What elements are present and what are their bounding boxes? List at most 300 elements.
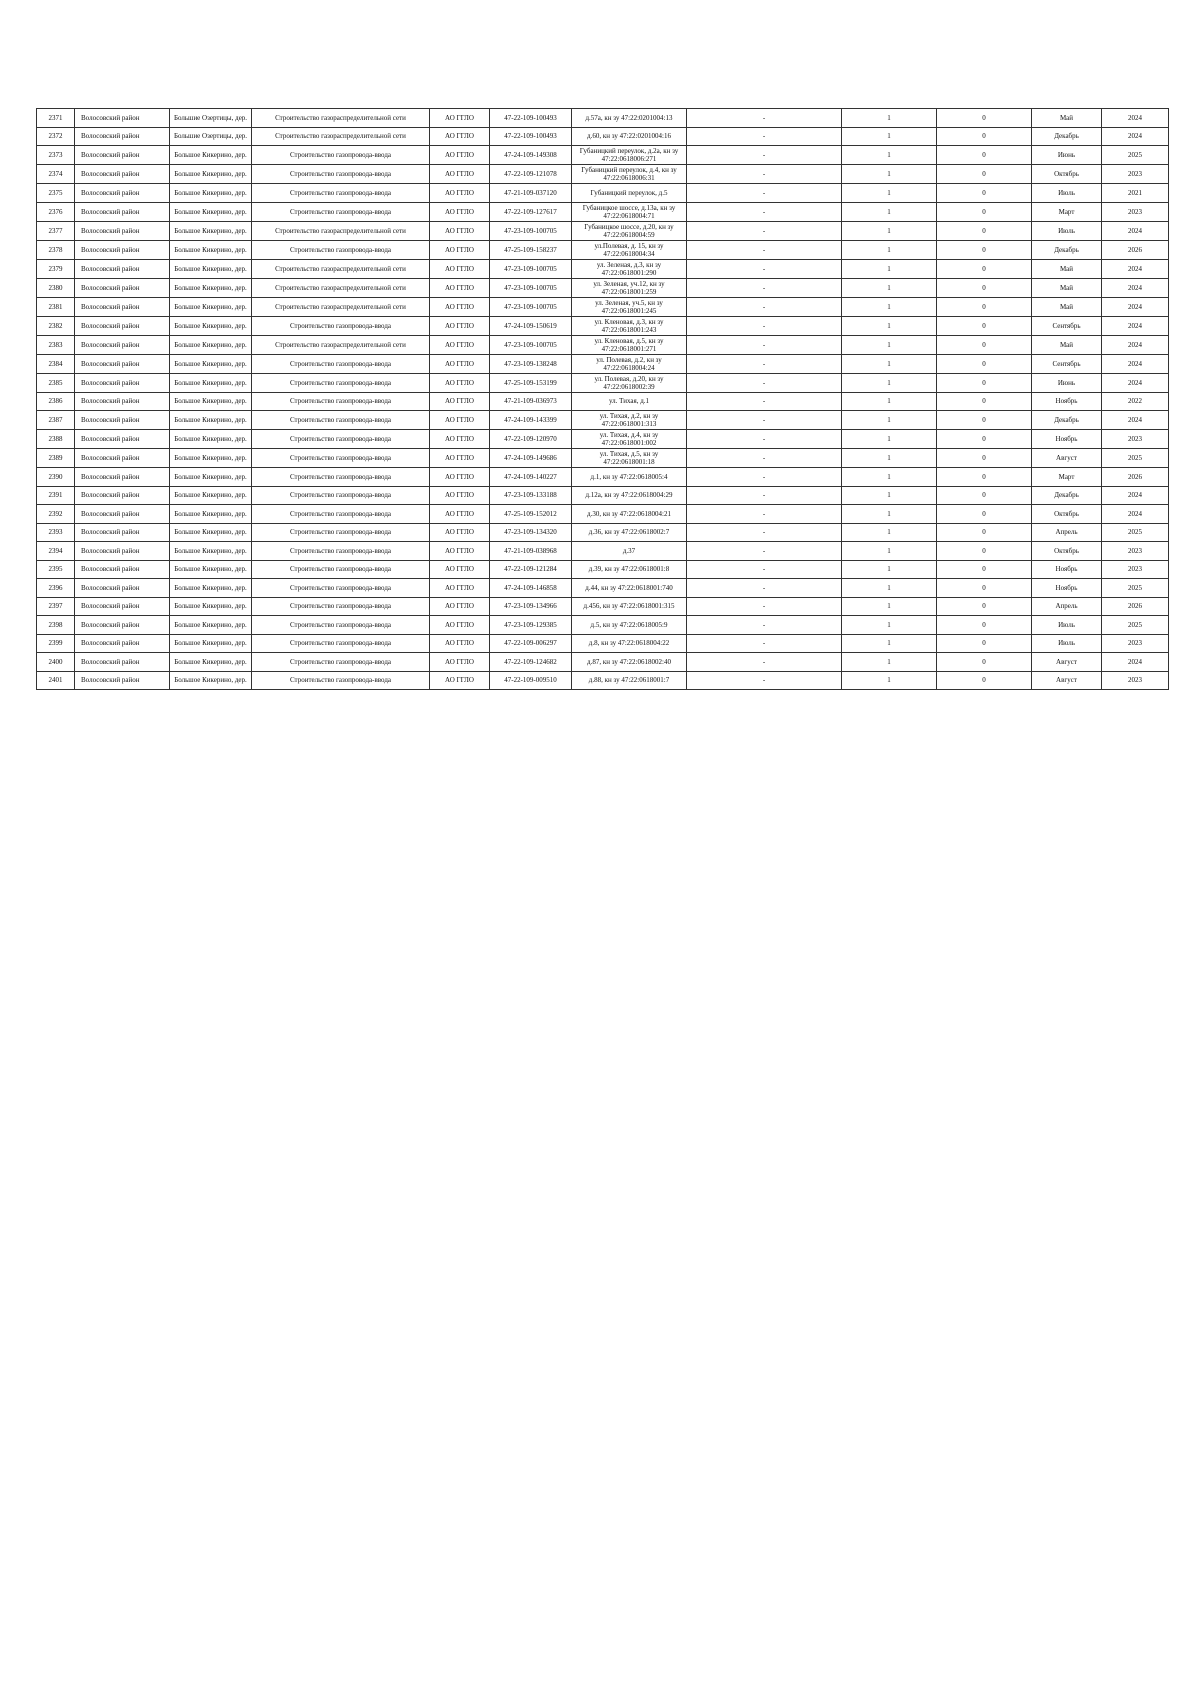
organization-cell: АО ГГЛО <box>430 597 490 616</box>
contract-number-cell: 47-24-109-149308 <box>490 146 572 165</box>
work-type-cell: Строительство газопровода-ввода <box>252 486 430 505</box>
settlement-cell: Большое Кикерино, дер. <box>170 146 252 165</box>
address-cadastral-cell: д.12а, кн зу 47:22:0618004:29 <box>572 486 687 505</box>
organization-cell: АО ГГЛО <box>430 354 490 373</box>
organization-cell: АО ГГЛО <box>430 392 490 411</box>
table-row <box>37 335 1169 354</box>
address-cell: - <box>687 127 842 146</box>
address-cadastral-cell: д.37 <box>572 542 687 561</box>
contract-number-cell: 47-22-109-121284 <box>490 560 572 579</box>
month-cell: Ноябрь <box>1032 560 1102 579</box>
year-cell: 2025 <box>1102 616 1169 635</box>
address-cadastral-cell: ул. Тихая, д.1 <box>572 392 687 411</box>
district-cell: Волосовский район <box>75 221 170 240</box>
settlement-cell: Большое Кикерино, дер. <box>170 184 252 203</box>
work-type-cell: Строительство газопровода-ввода <box>252 411 430 430</box>
district-cell: Волосовский район <box>75 449 170 468</box>
address-cadastral-cell: д.5, кн зу 47:22:0618005:9 <box>572 616 687 635</box>
address-cadastral-cell: д.57а, кн зу 47:22:0201004:13 <box>572 109 687 128</box>
table-row <box>37 221 1169 240</box>
month-cell: Июль <box>1032 616 1102 635</box>
district-cell: Волосовский район <box>75 335 170 354</box>
address-cell: - <box>687 240 842 259</box>
row-number: 2380 <box>37 278 75 297</box>
count-b-cell: 0 <box>937 184 1032 203</box>
year-cell: 2022 <box>1102 392 1169 411</box>
table-row <box>37 579 1169 598</box>
table-row <box>37 202 1169 221</box>
contract-number-cell: 47-25-109-158237 <box>490 240 572 259</box>
contract-number-cell: 47-23-109-100705 <box>490 335 572 354</box>
count-b-cell: 0 <box>937 486 1032 505</box>
settlement-cell: Большое Кикерино, дер. <box>170 597 252 616</box>
contract-number-cell: 47-24-109-143399 <box>490 411 572 430</box>
row-number: 2389 <box>37 449 75 468</box>
settlement-cell: Большие Озертицы, дер. <box>170 109 252 128</box>
organization-cell: АО ГГЛО <box>430 202 490 221</box>
count-a-cell: 1 <box>842 392 937 411</box>
work-type-cell: Строительство газопровода-ввода <box>252 597 430 616</box>
district-cell: Волосовский район <box>75 392 170 411</box>
work-type-cell: Строительство газопровода-ввода <box>252 579 430 598</box>
address-cell: - <box>687 259 842 278</box>
row-number: 2377 <box>37 221 75 240</box>
district-cell: Волосовский район <box>75 560 170 579</box>
count-b-cell: 0 <box>937 523 1032 542</box>
settlement-cell: Большое Кикерино, дер. <box>170 165 252 184</box>
address-cell: - <box>687 354 842 373</box>
row-number: 2391 <box>37 486 75 505</box>
year-cell: 2026 <box>1102 597 1169 616</box>
settlement-cell: Большое Кикерино, дер. <box>170 505 252 524</box>
district-cell: Волосовский район <box>75 202 170 221</box>
district-cell: Волосовский район <box>75 184 170 203</box>
year-cell: 2024 <box>1102 653 1169 672</box>
address-cell: - <box>687 316 842 335</box>
row-number: 2385 <box>37 373 75 392</box>
settlement-cell: Большое Кикерино, дер. <box>170 240 252 259</box>
table-row <box>37 146 1169 165</box>
organization-cell: АО ГГЛО <box>430 542 490 561</box>
organization-cell: АО ГГЛО <box>430 146 490 165</box>
address-cell: - <box>687 335 842 354</box>
count-b-cell: 0 <box>937 579 1032 598</box>
row-number: 2393 <box>37 523 75 542</box>
table-row <box>37 373 1169 392</box>
address-cadastral-cell: ул.Полевая, д. 15, кн зу 47:22:0618004:34 <box>572 240 687 259</box>
district-cell: Волосовский район <box>75 505 170 524</box>
count-a-cell: 1 <box>842 430 937 449</box>
settlement-cell: Большое Кикерино, дер. <box>170 259 252 278</box>
contract-number-cell: 47-22-109-127617 <box>490 202 572 221</box>
month-cell: Декабрь <box>1032 486 1102 505</box>
count-a-cell: 1 <box>842 671 937 690</box>
organization-cell: АО ГГЛО <box>430 411 490 430</box>
district-cell: Волосовский район <box>75 411 170 430</box>
count-b-cell: 0 <box>937 653 1032 672</box>
year-cell: 2024 <box>1102 127 1169 146</box>
table-row <box>37 653 1169 672</box>
work-type-cell: Строительство газораспределительной сети <box>252 297 430 316</box>
district-cell: Волосовский район <box>75 165 170 184</box>
contract-number-cell: 47-24-109-140227 <box>490 468 572 487</box>
work-type-cell: Строительство газопровода-ввода <box>252 240 430 259</box>
count-a-cell: 1 <box>842 146 937 165</box>
work-type-cell: Строительство газораспределительной сети <box>252 221 430 240</box>
table-row <box>37 671 1169 690</box>
count-a-cell: 1 <box>842 202 937 221</box>
district-cell: Волосовский район <box>75 278 170 297</box>
address-cell: - <box>687 542 842 561</box>
row-number: 2390 <box>37 468 75 487</box>
organization-cell: АО ГГЛО <box>430 335 490 354</box>
organization-cell: АО ГГЛО <box>430 634 490 653</box>
contract-number-cell: 47-23-109-100705 <box>490 259 572 278</box>
work-type-cell: Строительство газораспределительной сети <box>252 259 430 278</box>
month-cell: Октябрь <box>1032 165 1102 184</box>
settlement-cell: Большое Кикерино, дер. <box>170 653 252 672</box>
count-a-cell: 1 <box>842 184 937 203</box>
year-cell: 2023 <box>1102 202 1169 221</box>
settlement-cell: Большое Кикерино, дер. <box>170 354 252 373</box>
count-a-cell: 1 <box>842 523 937 542</box>
work-type-cell: Строительство газораспределительной сети <box>252 109 430 128</box>
organization-cell: АО ГГЛО <box>430 505 490 524</box>
row-number: 2373 <box>37 146 75 165</box>
count-b-cell: 0 <box>937 202 1032 221</box>
work-type-cell: Строительство газопровода-ввода <box>252 671 430 690</box>
contract-number-cell: 47-21-109-036973 <box>490 392 572 411</box>
count-b-cell: 0 <box>937 316 1032 335</box>
work-type-cell: Строительство газопровода-ввода <box>252 468 430 487</box>
district-cell: Волосовский район <box>75 354 170 373</box>
organization-cell: АО ГГЛО <box>430 671 490 690</box>
district-cell: Волосовский район <box>75 297 170 316</box>
district-cell: Волосовский район <box>75 468 170 487</box>
month-cell: Июнь <box>1032 373 1102 392</box>
count-b-cell: 0 <box>937 671 1032 690</box>
month-cell: Октябрь <box>1032 542 1102 561</box>
work-type-cell: Строительство газопровода-ввода <box>252 184 430 203</box>
work-type-cell: Строительство газораспределительной сети <box>252 127 430 146</box>
address-cadastral-cell: д.456, кн зу 47:22:0618001:315 <box>572 597 687 616</box>
address-cadastral-cell: Губаницкое шоссе, д.13а, кн зу 47:22:0618004:71 <box>572 202 687 221</box>
address-cadastral-cell: д.30, кн зу 47:22:0618004:21 <box>572 505 687 524</box>
count-b-cell: 0 <box>937 259 1032 278</box>
table-row <box>37 430 1169 449</box>
organization-cell: АО ГГЛО <box>430 468 490 487</box>
contract-number-cell: 47-24-109-149686 <box>490 449 572 468</box>
year-cell: 2025 <box>1102 523 1169 542</box>
settlement-cell: Большое Кикерино, дер. <box>170 221 252 240</box>
month-cell: Сентябрь <box>1032 316 1102 335</box>
table-row <box>37 505 1169 524</box>
row-number: 2381 <box>37 297 75 316</box>
row-number: 2376 <box>37 202 75 221</box>
table-row <box>37 240 1169 259</box>
table-row <box>37 297 1169 316</box>
address-cell: - <box>687 373 842 392</box>
year-cell: 2024 <box>1102 354 1169 373</box>
settlement-cell: Большие Озертицы, дер. <box>170 127 252 146</box>
contract-number-cell: 47-22-109-121078 <box>490 165 572 184</box>
address-cadastral-cell: ул. Зеленая, уч.12, кн зу 47:22:0618001:259 <box>572 278 687 297</box>
address-cadastral-cell: Губаницкий переулок, д.2а, кн зу 47:22:0618006:271 <box>572 146 687 165</box>
work-type-cell: Строительство газопровода-ввода <box>252 523 430 542</box>
district-cell: Волосовский район <box>75 523 170 542</box>
settlement-cell: Большое Кикерино, дер. <box>170 560 252 579</box>
row-number: 2399 <box>37 634 75 653</box>
month-cell: Март <box>1032 468 1102 487</box>
contract-number-cell: 47-23-109-138248 <box>490 354 572 373</box>
work-type-cell: Строительство газопровода-ввода <box>252 202 430 221</box>
contract-number-cell: 47-23-109-100705 <box>490 221 572 240</box>
year-cell: 2024 <box>1102 297 1169 316</box>
month-cell: Июль <box>1032 634 1102 653</box>
month-cell: Июль <box>1032 221 1102 240</box>
month-cell: Август <box>1032 671 1102 690</box>
count-b-cell: 0 <box>937 430 1032 449</box>
organization-cell: АО ГГЛО <box>430 616 490 635</box>
count-b-cell: 0 <box>937 146 1032 165</box>
contract-number-cell: 47-23-109-134320 <box>490 523 572 542</box>
month-cell: Август <box>1032 653 1102 672</box>
month-cell: Ноябрь <box>1032 430 1102 449</box>
work-type-cell: Строительство газопровода-ввода <box>252 430 430 449</box>
address-cell: - <box>687 202 842 221</box>
count-a-cell: 1 <box>842 278 937 297</box>
row-number: 2394 <box>37 542 75 561</box>
data-table <box>36 108 1169 690</box>
row-number: 2388 <box>37 430 75 449</box>
count-a-cell: 1 <box>842 616 937 635</box>
gasification-table <box>36 108 1168 690</box>
address-cell: - <box>687 146 842 165</box>
row-number: 2400 <box>37 653 75 672</box>
month-cell: Май <box>1032 335 1102 354</box>
address-cadastral-cell: ул. Кленовая, д.5, кн зу 47:22:0618001:271 <box>572 335 687 354</box>
year-cell: 2024 <box>1102 221 1169 240</box>
contract-number-cell: 47-23-109-133188 <box>490 486 572 505</box>
work-type-cell: Строительство газопровода-ввода <box>252 146 430 165</box>
work-type-cell: Строительство газораспределительной сети <box>252 335 430 354</box>
address-cadastral-cell: ул. Тихая, д.5, кн зу 47:22:0618001:18 <box>572 449 687 468</box>
address-cadastral-cell: ул. Тихая, д.4, кн зу 47:22:0618001:002 <box>572 430 687 449</box>
month-cell: Ноябрь <box>1032 392 1102 411</box>
settlement-cell: Большое Кикерино, дер. <box>170 468 252 487</box>
settlement-cell: Большое Кикерино, дер. <box>170 430 252 449</box>
table-row <box>37 184 1169 203</box>
count-b-cell: 0 <box>937 240 1032 259</box>
district-cell: Волосовский район <box>75 597 170 616</box>
count-a-cell: 1 <box>842 468 937 487</box>
address-cell: - <box>687 430 842 449</box>
table-row <box>37 354 1169 373</box>
district-cell: Волосовский район <box>75 109 170 128</box>
contract-number-cell: 47-21-109-037120 <box>490 184 572 203</box>
count-a-cell: 1 <box>842 240 937 259</box>
district-cell: Волосовский район <box>75 127 170 146</box>
settlement-cell: Большое Кикерино, дер. <box>170 278 252 297</box>
district-cell: Волосовский район <box>75 542 170 561</box>
count-b-cell: 0 <box>937 354 1032 373</box>
year-cell: 2024 <box>1102 411 1169 430</box>
organization-cell: АО ГГЛО <box>430 653 490 672</box>
row-number: 2397 <box>37 597 75 616</box>
district-cell: Волосовский район <box>75 653 170 672</box>
organization-cell: АО ГГЛО <box>430 259 490 278</box>
count-a-cell: 1 <box>842 449 937 468</box>
count-a-cell: 1 <box>842 127 937 146</box>
row-number: 2378 <box>37 240 75 259</box>
district-cell: Волосовский район <box>75 373 170 392</box>
contract-number-cell: 47-23-109-129385 <box>490 616 572 635</box>
year-cell: 2025 <box>1102 449 1169 468</box>
year-cell: 2024 <box>1102 316 1169 335</box>
row-number: 2371 <box>37 109 75 128</box>
month-cell: Август <box>1032 449 1102 468</box>
address-cell: - <box>687 634 842 653</box>
table-row <box>37 468 1169 487</box>
month-cell: Ноябрь <box>1032 579 1102 598</box>
district-cell: Волосовский район <box>75 240 170 259</box>
count-a-cell: 1 <box>842 505 937 524</box>
year-cell: 2026 <box>1102 468 1169 487</box>
organization-cell: АО ГГЛО <box>430 316 490 335</box>
year-cell: 2024 <box>1102 505 1169 524</box>
year-cell: 2024 <box>1102 373 1169 392</box>
table-row <box>37 109 1169 128</box>
district-cell: Волосовский район <box>75 259 170 278</box>
year-cell: 2021 <box>1102 184 1169 203</box>
count-a-cell: 1 <box>842 316 937 335</box>
organization-cell: АО ГГЛО <box>430 240 490 259</box>
organization-cell: АО ГГЛО <box>430 109 490 128</box>
address-cell: - <box>687 560 842 579</box>
table-row <box>37 542 1169 561</box>
work-type-cell: Строительство газопровода-ввода <box>252 449 430 468</box>
month-cell: Апрель <box>1032 523 1102 542</box>
count-a-cell: 1 <box>842 259 937 278</box>
district-cell: Волосовский район <box>75 486 170 505</box>
count-a-cell: 1 <box>842 165 937 184</box>
table-row <box>37 486 1169 505</box>
year-cell: 2023 <box>1102 165 1169 184</box>
work-type-cell: Строительство газопровода-ввода <box>252 653 430 672</box>
contract-number-cell: 47-25-109-153199 <box>490 373 572 392</box>
address-cell: - <box>687 184 842 203</box>
row-number: 2382 <box>37 316 75 335</box>
count-a-cell: 1 <box>842 221 937 240</box>
year-cell: 2025 <box>1102 579 1169 598</box>
table-row <box>37 316 1169 335</box>
month-cell: Апрель <box>1032 597 1102 616</box>
count-a-cell: 1 <box>842 542 937 561</box>
table-row <box>37 411 1169 430</box>
district-cell: Волосовский район <box>75 316 170 335</box>
district-cell: Волосовский район <box>75 616 170 635</box>
address-cell: - <box>687 616 842 635</box>
settlement-cell: Большое Кикерино, дер. <box>170 486 252 505</box>
organization-cell: АО ГГЛО <box>430 430 490 449</box>
row-number: 2386 <box>37 392 75 411</box>
count-a-cell: 1 <box>842 579 937 598</box>
count-a-cell: 1 <box>842 486 937 505</box>
settlement-cell: Большое Кикерино, дер. <box>170 373 252 392</box>
work-type-cell: Строительство газопровода-ввода <box>252 373 430 392</box>
settlement-cell: Большое Кикерино, дер. <box>170 542 252 561</box>
row-number: 2396 <box>37 579 75 598</box>
settlement-cell: Большое Кикерино, дер. <box>170 202 252 221</box>
month-cell: Март <box>1032 202 1102 221</box>
count-a-cell: 1 <box>842 354 937 373</box>
address-cell: - <box>687 486 842 505</box>
count-a-cell: 1 <box>842 335 937 354</box>
address-cell: - <box>687 468 842 487</box>
address-cell: - <box>687 449 842 468</box>
count-a-cell: 1 <box>842 653 937 672</box>
count-b-cell: 0 <box>937 449 1032 468</box>
row-number: 2375 <box>37 184 75 203</box>
district-cell: Волосовский район <box>75 579 170 598</box>
organization-cell: АО ГГЛО <box>430 165 490 184</box>
address-cadastral-cell: ул. Полевая, д.20, кн зу 47:22:0618002:39 <box>572 373 687 392</box>
count-b-cell: 0 <box>937 221 1032 240</box>
address-cadastral-cell: ул. Кленовая, д.3, кн зу 47:22:0618001:243 <box>572 316 687 335</box>
address-cadastral-cell: д.60, кн зу 47:22:0201004:16 <box>572 127 687 146</box>
organization-cell: АО ГГЛО <box>430 373 490 392</box>
address-cadastral-cell: Губаницкое шоссе, д.20, кн зу 47:22:0618004:59 <box>572 221 687 240</box>
address-cell: - <box>687 221 842 240</box>
work-type-cell: Строительство газопровода-ввода <box>252 560 430 579</box>
organization-cell: АО ГГЛО <box>430 579 490 598</box>
table-row <box>37 127 1169 146</box>
count-b-cell: 0 <box>937 616 1032 635</box>
settlement-cell: Большое Кикерино, дер. <box>170 392 252 411</box>
organization-cell: АО ГГЛО <box>430 297 490 316</box>
address-cadastral-cell: ул. Зеленая, д.3, кн зу 47:22:0618001:290 <box>572 259 687 278</box>
row-number: 2383 <box>37 335 75 354</box>
count-a-cell: 1 <box>842 597 937 616</box>
district-cell: Волосовский район <box>75 146 170 165</box>
row-number: 2379 <box>37 259 75 278</box>
table-row <box>37 259 1169 278</box>
year-cell: 2024 <box>1102 335 1169 354</box>
month-cell: Декабрь <box>1032 240 1102 259</box>
contract-number-cell: 47-25-109-152012 <box>490 505 572 524</box>
table-row <box>37 165 1169 184</box>
district-cell: Волосовский район <box>75 671 170 690</box>
month-cell: Сентябрь <box>1032 354 1102 373</box>
count-b-cell: 0 <box>937 505 1032 524</box>
contract-number-cell: 47-22-109-006297 <box>490 634 572 653</box>
row-number: 2398 <box>37 616 75 635</box>
month-cell: Май <box>1032 109 1102 128</box>
work-type-cell: Строительство газопровода-ввода <box>252 165 430 184</box>
address-cell: - <box>687 653 842 672</box>
table-row <box>37 278 1169 297</box>
year-cell: 2023 <box>1102 634 1169 653</box>
count-b-cell: 0 <box>937 597 1032 616</box>
year-cell: 2025 <box>1102 146 1169 165</box>
district-cell: Волосовский район <box>75 430 170 449</box>
row-number: 2372 <box>37 127 75 146</box>
contract-number-cell: 47-22-109-120970 <box>490 430 572 449</box>
address-cadastral-cell: ул. Зеленая, уч.5, кн зу 47:22:0618001:245 <box>572 297 687 316</box>
year-cell: 2023 <box>1102 671 1169 690</box>
table-row <box>37 560 1169 579</box>
organization-cell: АО ГГЛО <box>430 560 490 579</box>
